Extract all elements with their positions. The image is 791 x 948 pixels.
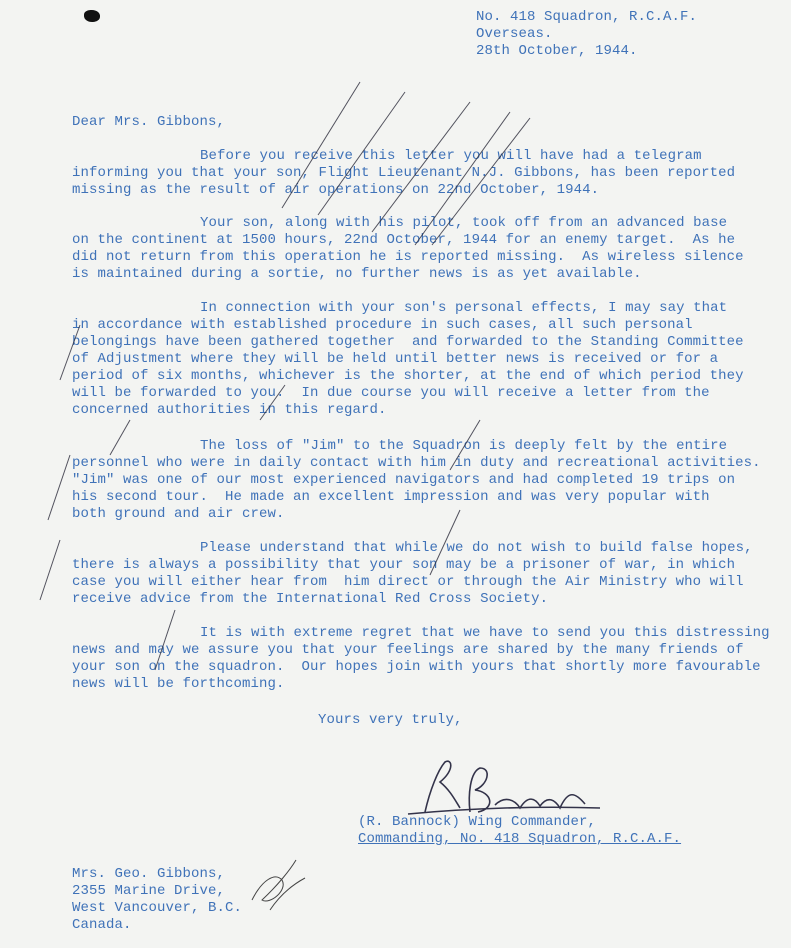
text-line: In connection with your son's personal effects, I may say that [200,300,728,316]
letterhead [476,9,697,60]
initials-scribble [252,860,305,910]
closing: Yours very truly, [318,712,463,728]
text-line: The loss of "Jim" to the Squadron is deeply felt by the entire [200,438,728,454]
text-line: No. 418 Squadron, R.C.A.F. [476,9,698,25]
text-line: receive advice from the International Red Cross Society. [72,591,549,607]
text-line: (R. Bannock) Wing Commander, [358,814,597,830]
text-line: his second tour. He made an excellent impression and was very popular with [72,489,710,505]
text-line: Your son, along with his pilot, took off from an advanced base [200,215,728,231]
signature-block [358,814,681,848]
recipient-address [72,866,242,934]
text-line: will be forwarded to you. In due course you will receive a letter from the [72,385,710,401]
paragraph-regret [72,625,770,693]
paragraph-effects [72,300,744,419]
text-line: did not return from this operation he is reported missing. As wireless silence [72,249,744,265]
text-line: your son on the squadron. Our hopes join with yours that shortly more favourable [72,659,761,675]
text-line: "Jim" was one of our most experienced navigators and had completed 19 trips on [72,472,736,488]
text-line: news will be forthcoming. [72,676,285,692]
text-line: 2355 Marine Drive, [72,883,226,899]
text-line: West Vancouver, B.C. [72,900,243,916]
text-line: on the continent at 1500 hours, 22nd October, 1944 for an enemy target. As he [72,232,736,248]
salutation: Dear Mrs. Gibbons, [72,114,226,130]
text-line: Overseas. [476,26,553,42]
pen-stroke [48,455,70,520]
text-line: case you will either hear from him direct or through the Air Ministry who will [72,574,744,590]
text-line: Canada. [72,917,132,933]
signature-handwritten [408,761,600,814]
text-line: Before you receive this letter you will have had a telegram [200,148,702,164]
text-line: there is always a possibility that your son may be a prisoner of war, in which [72,557,736,573]
text-line: 28th October, 1944. [476,43,638,59]
pen-stroke [40,540,60,600]
text-line: informing you that your son, Flight Lieutenant N.J. Gibbons, has been reported [72,165,736,181]
paragraph-telegram [72,148,735,199]
paragraph-jim [72,438,761,523]
text-line: personnel who were in daily contact with him in duty and recreational activities. [72,455,761,471]
punch-hole [84,10,100,22]
text-line: in accordance with established procedure in such cases, all such personal [72,317,693,333]
text-line: news and may we assure you that your feelings are shared by the many friends of [72,642,744,658]
text-line: is maintained during a sortie, no further news is as yet available. [72,266,642,282]
paragraph-operation [72,215,744,283]
text-line: Please understand that while we do not wish to build false hopes, [200,540,753,556]
text-line: It is with extreme regret that we have to send you this distressing [200,625,770,641]
text-line: concerned authorities in this regard. [72,402,387,418]
text-line: belongings have been gathered together and forwarded to the Standing Committee [72,334,744,350]
paragraph-hopes [72,540,753,608]
text-line: period of six months, whichever is the shorter, at the end of which period they [72,368,744,384]
text-line: both ground and air crew. [72,506,285,522]
text-line: missing as the result of air operations on 22nd October, 1944. [72,182,600,198]
text-line: Mrs. Geo. Gibbons, [72,866,226,882]
text-line: of Adjustment where they will be held until better news is received or for a [72,351,719,367]
text-line: Commanding, No. 418 Squadron, R.C.A.F. [358,831,682,847]
